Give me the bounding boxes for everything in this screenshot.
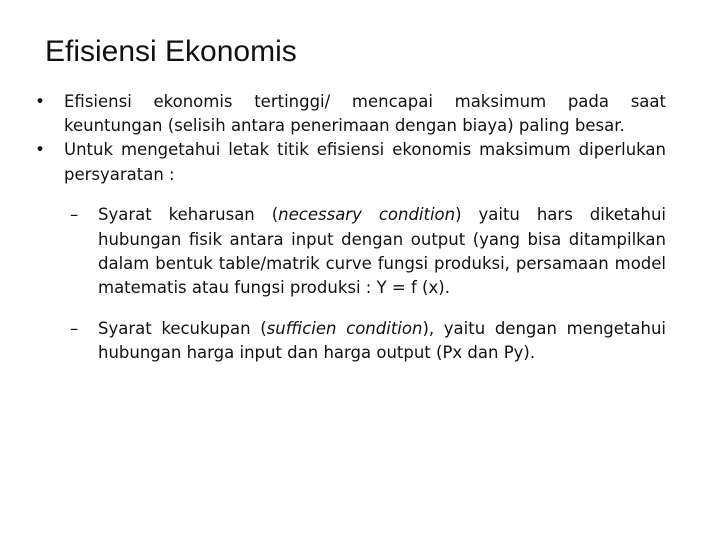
sub-bullet-suffix: ), yaitu dengan mengetahui hubungan harga input dan harga output (Px dan Py). — [98, 318, 666, 362]
bullet-item — [30, 138, 666, 186]
sub-bullet-prefix: Syarat kecukupan ( — [98, 318, 267, 338]
sub-bullet-item — [70, 317, 666, 365]
bullet-text: Untuk mengetahui letak titik efisiensi ekonomis maksimum diperlukan persyaratan : — [64, 140, 666, 184]
slide-title: Efisiensi Ekonomis — [45, 35, 297, 68]
bullet-item — [30, 90, 666, 138]
sub-bullet-item — [70, 203, 667, 300]
slide-content — [30, 90, 666, 382]
sub-bullet-prefix: Syarat keharusan ( — [98, 205, 279, 225]
dash-icon: – — [70, 205, 79, 225]
bullet-text: Efisiensi ekonomis tertinggi/ mencapai maksimum pada saat keuntungan (selisih antara penerimaan dengan biaya) paling besar. — [64, 92, 666, 136]
bullet-dot-icon: • — [35, 92, 45, 111]
sub-bullet-suffix: ) yaitu hars diketahui hubungan fisik antara input dengan output (yang bisa ditampilkan dalam bentuk table/matrik curve fungsi produksi, persamaan model matematis atau fungsi produksi : Y = f (x). — [98, 205, 667, 297]
sub-bullet-emphasis: sufficien condition — [266, 318, 423, 338]
sub-bullet-emphasis: necessary condition — [278, 205, 456, 225]
bullet-dot-icon: • — [35, 140, 45, 160]
dash-icon: – — [70, 318, 79, 338]
